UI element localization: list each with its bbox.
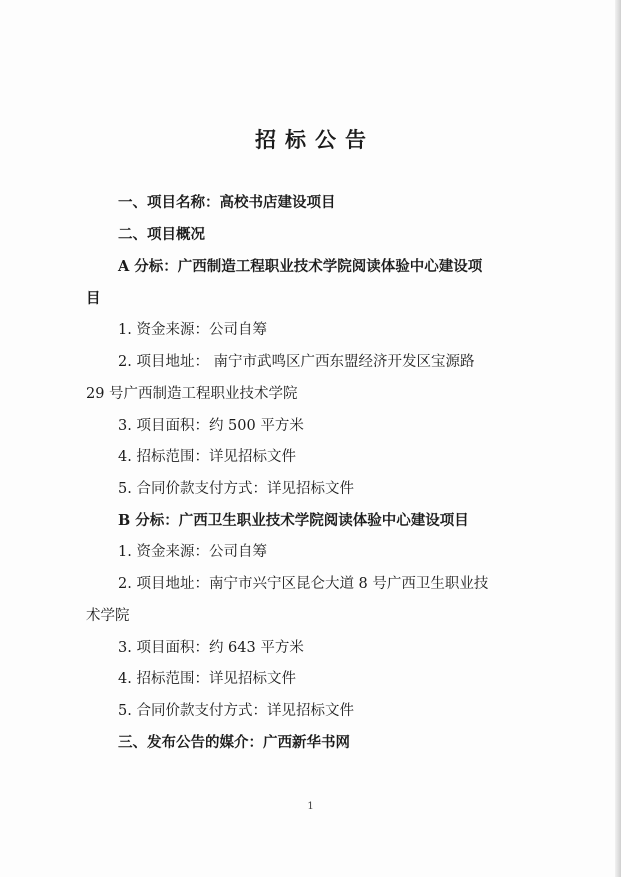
lot-a-address-line1: 2. 项目地址： 南宁市武鸣区广西东盟经济开发区宝源路 bbox=[118, 354, 475, 370]
lot-b-funding: 1. 资金来源：公司自筹 bbox=[118, 544, 267, 560]
page-title: 招标公告 bbox=[255, 127, 375, 152]
lot-a-address-line2: 29 号广西制造工程职业技术学院 bbox=[86, 386, 298, 402]
section-project-overview: 二、项目概况 bbox=[118, 226, 205, 243]
lot-a-scope: 4. 招标范围：详见招标文件 bbox=[118, 449, 296, 465]
page-number: 1 bbox=[307, 801, 314, 812]
lot-a-area: 3. 项目面积：约 500 平方米 bbox=[118, 418, 304, 434]
lot-b-scope: 4. 招标范围：详见招标文件 bbox=[118, 671, 296, 687]
lot-a-heading-line1: A 分标：广西制造工程职业技术学院阅读体验中心建设项 bbox=[118, 258, 483, 275]
lot-a-payment: 5. 合同价款支付方式：详见招标文件 bbox=[118, 481, 354, 497]
lot-a-funding: 1. 资金来源：公司自筹 bbox=[118, 322, 267, 338]
lot-a-heading-line2: 目 bbox=[86, 290, 101, 307]
lot-b-address-line2: 术学院 bbox=[86, 608, 130, 624]
lot-b-address-line1: 2. 项目地址：南宁市兴宁区昆仑大道 8 号广西卫生职业技 bbox=[118, 576, 489, 592]
lot-b-heading: B 分标：广西卫生职业技术学院阅读体验中心建设项目 bbox=[118, 512, 469, 529]
lot-b-payment: 5. 合同价款支付方式：详见招标文件 bbox=[118, 703, 354, 719]
section-publication-media: 三、发布公告的媒介：广西新华书网 bbox=[118, 734, 350, 751]
section-project-name: 一、项目名称：高校书店建设项目 bbox=[118, 194, 336, 211]
lot-b-area: 3. 项目面积：约 643 平方米 bbox=[118, 640, 304, 656]
